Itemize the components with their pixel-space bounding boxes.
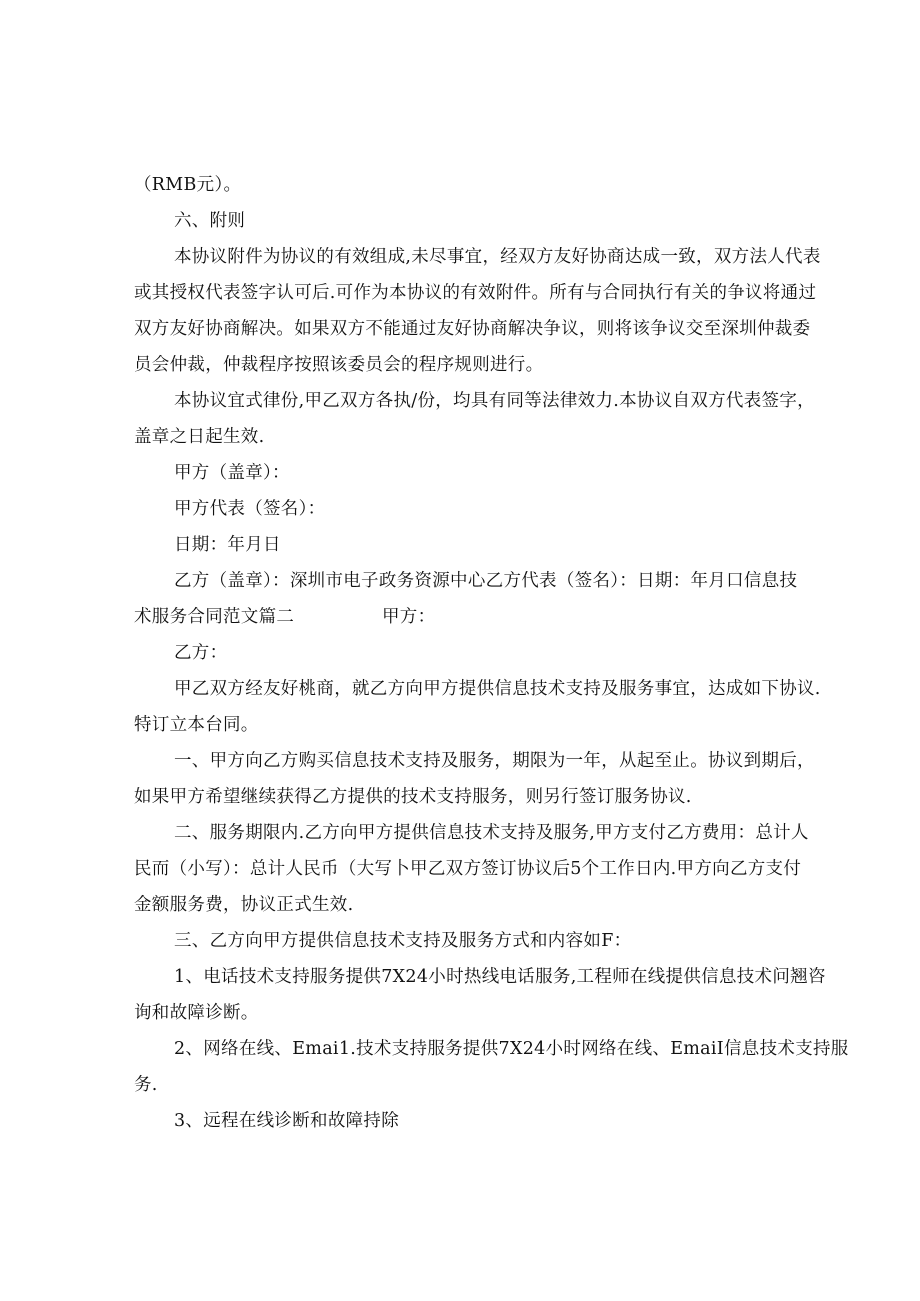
section-heading-appendix: 六、附则	[174, 211, 246, 231]
text-line: 双方友好协商解决。如果双方不能通过友好协商解决争议，则将该争议交至深圳仲裁委	[134, 319, 811, 339]
text-line-rmb: （RMB元）。	[134, 175, 242, 195]
text-line: 员会仲裁，仲裁程序按照该委员会的程序规则进行。	[134, 355, 544, 375]
text-line: 民而（小写）：总计人民币（大写卜甲乙双方签订协议后5个工作日内.甲方向乙方支付	[134, 859, 802, 879]
text-line: 或其授权代表签字认可后.可作为本协议的有效附件。所有与合同执行有关的争议将通过	[134, 283, 817, 303]
text-line: 务.	[134, 1075, 158, 1095]
list-item-3: 3、远程在线诊断和故障持除	[174, 1111, 400, 1131]
list-item-2: 2、网络在线、Emai1.技术支持服务提供7X24小时网络在线、EmaiI信息技术支持服	[174, 1039, 849, 1059]
text-line: 询和故障诊断。	[134, 1003, 259, 1023]
text-line: 本协议附件为协议的有效组成,未尽事宜，经双方友好协商达成一致，双方法人代表	[174, 247, 821, 267]
text-line: 甲乙双方经友好桃商，就乙方向甲方提供信息技术支持及服务事宜，达成如下协议.	[174, 679, 821, 699]
clause-2-line: 二、服务期限内.乙方向甲方提供信息技术支持及服务,甲方支付乙方费用：总计人	[174, 823, 809, 843]
text-line: 乙方（盖章）：深圳市电子政务资源中心乙方代表（签名）：日期：年月口信息技	[174, 571, 798, 591]
text-line: 金额服务费，协议正式生效.	[134, 895, 354, 915]
clause-1-line: 一、甲方向乙方购买信息技术支持及服务，期限为一年，从起至止。协议到期后，	[174, 751, 815, 771]
clause-3-line: 三、乙方向甲方提供信息技术支持及服务方式和内容如F：	[174, 931, 632, 951]
text-line: 术服务合同范文篇二	[134, 607, 295, 627]
text-line: 特订立本台同。	[134, 715, 259, 735]
text-line: 盖章之日起生效.	[134, 427, 265, 447]
text-line: 本协议宜式律份,甲乙双方各执/份，均具有同等法律效力.本协议自双方代表签字，	[174, 391, 815, 411]
party-a-rep-label: 甲方代表（签名）：	[174, 499, 326, 519]
party-b-label: 乙方：	[174, 643, 228, 663]
text-line: 如果甲方希望继续获得乙方提供的技术支持服务，则另行签订服务协议.	[134, 787, 692, 807]
party-a-seal-label: 甲方（盖章）：	[174, 463, 290, 483]
date-label: 日期：年月日	[174, 535, 281, 555]
party-a-label: 甲方：	[382, 607, 436, 627]
list-item-1: 1、电话技术支持服务提供7X24小时热线电话服务,工程师在线提供信息技术问翘咨	[174, 967, 826, 987]
